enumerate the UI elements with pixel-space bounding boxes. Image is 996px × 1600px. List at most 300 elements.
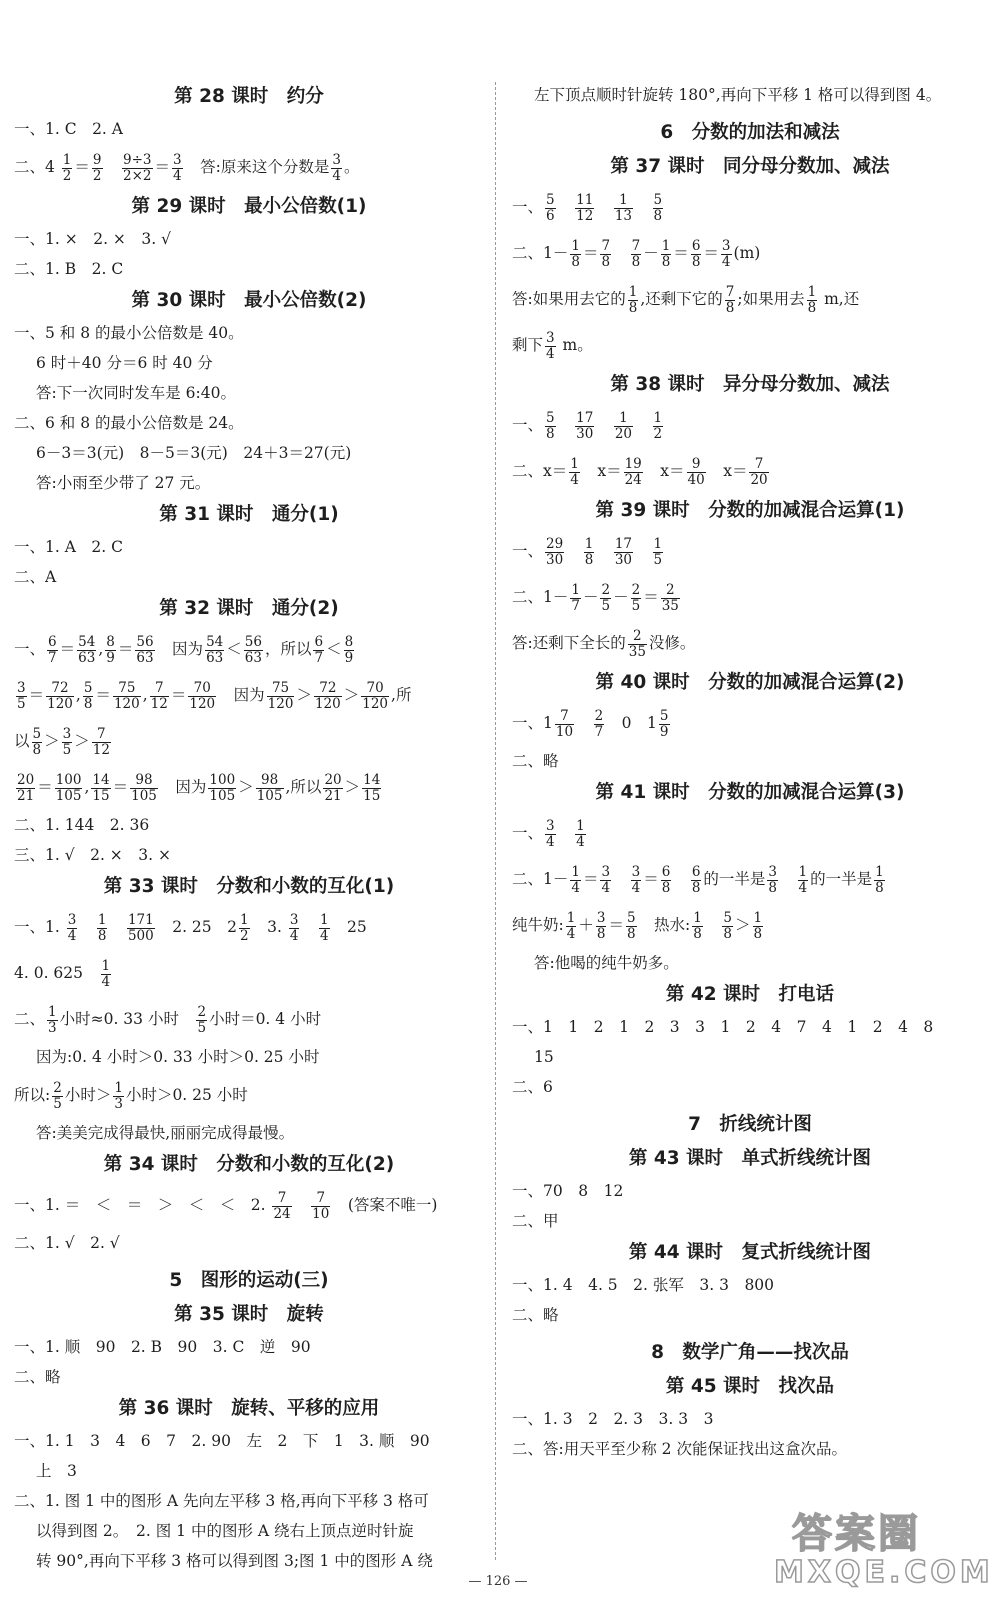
lesson-heading: 第 44 课时 复式折线统计图 bbox=[628, 1242, 872, 1263]
answer-text: 二、6 和 8 的最小公倍数是 24。 bbox=[14, 414, 244, 432]
answer-line bbox=[512, 80, 988, 110]
answer-line bbox=[14, 1182, 484, 1228]
fraction-numerator: 11 bbox=[576, 191, 594, 208]
answer-text: 一、1. 4 4. 5 2. 张军 3. 3 800 bbox=[512, 1276, 775, 1294]
fraction bbox=[92, 153, 103, 184]
fraction-numerator: 2 bbox=[197, 1003, 207, 1020]
answer-text: ,还剩下它的 bbox=[640, 290, 723, 308]
fraction-numerator: 72 bbox=[46, 681, 74, 697]
fraction-numerator: 1 bbox=[614, 193, 633, 209]
fraction bbox=[575, 193, 594, 224]
fraction-numerator: 3 bbox=[67, 911, 77, 928]
fraction-denominator: 8 bbox=[571, 253, 580, 270]
fraction bbox=[545, 411, 556, 442]
fraction-denominator: 8 bbox=[596, 925, 606, 942]
fraction-denominator: 4 bbox=[631, 879, 641, 896]
answer-line bbox=[14, 144, 484, 190]
fraction-numerator: 19 bbox=[624, 455, 642, 472]
answer-text: x＝ bbox=[644, 462, 685, 480]
fraction-numerator: 7 bbox=[749, 457, 768, 473]
fraction-numerator: 1 bbox=[875, 863, 884, 880]
answer-line bbox=[512, 902, 988, 948]
fraction-numerator: 14 bbox=[92, 771, 110, 788]
fraction-denominator: 105 bbox=[131, 787, 157, 804]
answer-text bbox=[301, 918, 317, 936]
fraction-denominator: 2×2 bbox=[123, 167, 152, 184]
fraction-numerator: 2 bbox=[661, 583, 680, 599]
answer-line bbox=[512, 856, 988, 902]
answer-text: 剩下 bbox=[512, 336, 544, 354]
answer-text: 答:原来这个分数是 bbox=[184, 158, 330, 176]
fraction bbox=[319, 913, 330, 944]
answer-line bbox=[14, 562, 484, 592]
fraction bbox=[600, 865, 611, 896]
answer-text: 二、答:用天平至少称 2 次能保证找出这盒次品。 bbox=[512, 1440, 847, 1458]
answer-line bbox=[14, 840, 484, 870]
fraction-numerator: 1 bbox=[319, 911, 329, 928]
answer-text: 二、4 bbox=[14, 158, 60, 176]
fraction bbox=[208, 773, 236, 804]
answer-line bbox=[14, 468, 484, 498]
fraction-denominator: 8 bbox=[691, 879, 701, 896]
fraction-denominator: 8 bbox=[653, 207, 663, 224]
fraction bbox=[314, 681, 342, 712]
answer-text: ＋ bbox=[578, 916, 594, 934]
answer-text: ＜ bbox=[326, 640, 342, 658]
fraction-numerator: 1 bbox=[571, 863, 580, 880]
fraction bbox=[624, 457, 643, 488]
fraction-denominator: 5 bbox=[17, 695, 26, 712]
answer-text: ＝ bbox=[59, 640, 76, 658]
fraction-numerator: 8 bbox=[344, 633, 354, 650]
fraction-numerator: 7 bbox=[272, 1191, 291, 1207]
fraction bbox=[92, 727, 111, 758]
answer-line bbox=[512, 620, 988, 666]
fraction bbox=[267, 681, 295, 712]
fraction-numerator: 9÷3 bbox=[123, 151, 152, 168]
answer-text: ＜ bbox=[226, 640, 242, 658]
fraction bbox=[600, 239, 611, 270]
fraction bbox=[691, 865, 702, 896]
fraction-numerator: 72 bbox=[314, 681, 342, 697]
fraction-numerator: 1 bbox=[693, 909, 702, 926]
fraction-numerator: 2 bbox=[628, 629, 647, 645]
answer-text: 二、A bbox=[14, 568, 57, 586]
answer-line bbox=[14, 1456, 484, 1486]
answer-text: ＝ bbox=[95, 686, 111, 704]
answer-line bbox=[14, 626, 484, 672]
fraction-numerator: 17 bbox=[576, 409, 594, 426]
fraction-numerator: 9 bbox=[92, 151, 102, 168]
fraction-denominator: 15 bbox=[92, 787, 110, 804]
fraction-numerator: 3 bbox=[768, 863, 778, 880]
fraction bbox=[661, 865, 672, 896]
answer-line bbox=[512, 1176, 988, 1206]
fraction-denominator: 8 bbox=[723, 925, 732, 942]
fraction-numerator: 14 bbox=[363, 771, 381, 788]
answer-text: ＞ bbox=[734, 916, 751, 934]
answer-text: ＝ bbox=[74, 158, 90, 176]
answer-text bbox=[596, 416, 612, 434]
lesson-heading: 第 42 课时 打电话 bbox=[665, 984, 835, 1005]
answer-text: ,所以 bbox=[285, 778, 322, 796]
fraction-numerator: 1 bbox=[614, 411, 633, 427]
fraction-numerator: 20 bbox=[324, 771, 342, 788]
answer-text: 二、 bbox=[14, 1010, 46, 1028]
answer-line bbox=[512, 528, 988, 574]
fraction-denominator: 8 bbox=[691, 253, 701, 270]
answer-line bbox=[14, 408, 484, 438]
fraction bbox=[570, 239, 581, 270]
answer-text: ＝ bbox=[154, 158, 171, 176]
fraction-denominator: 4 bbox=[721, 253, 731, 270]
fraction-numerator: 3 bbox=[721, 237, 731, 254]
fraction-denominator: 4 bbox=[798, 879, 808, 896]
fraction bbox=[361, 681, 389, 712]
fraction-numerator: 1 bbox=[240, 911, 249, 928]
fraction bbox=[653, 537, 664, 568]
fraction-denominator: 8 bbox=[631, 253, 641, 270]
answer-text: 答:美美完成得最快,丽丽完成得最慢。 bbox=[36, 1124, 295, 1142]
fraction-numerator: 5 bbox=[546, 191, 555, 208]
fraction-denominator: 35 bbox=[628, 643, 646, 660]
fraction bbox=[569, 457, 580, 488]
fraction-denominator: 2 bbox=[240, 927, 249, 944]
fraction-denominator: 12 bbox=[150, 695, 168, 712]
fraction-denominator: 8 bbox=[661, 879, 671, 896]
fraction-denominator: 105 bbox=[55, 787, 82, 804]
fraction bbox=[725, 285, 736, 316]
chapter-heading: 6 分数的加法和减法 bbox=[660, 122, 840, 143]
fraction bbox=[570, 583, 581, 614]
lesson-heading: 第 32 课时 通分(2) bbox=[159, 598, 339, 619]
fraction-denominator: 2 bbox=[92, 167, 102, 184]
answer-text: ＝ bbox=[28, 686, 45, 704]
answer-line bbox=[512, 1404, 988, 1434]
fraction-denominator: 8 bbox=[83, 695, 93, 712]
fraction bbox=[566, 911, 577, 942]
fraction-numerator: 3 bbox=[546, 817, 555, 834]
fraction-numerator: 2 bbox=[594, 707, 604, 724]
answer-text: 0 1 bbox=[606, 714, 657, 732]
lesson-heading: 第 36 课时 旋转、平移的应用 bbox=[118, 1398, 380, 1419]
lesson-heading: 第 35 课时 旋转 bbox=[174, 1304, 324, 1325]
fraction-denominator: 15 bbox=[363, 787, 381, 804]
fraction-denominator: 120 bbox=[362, 695, 389, 712]
fraction-denominator: 120 bbox=[267, 695, 294, 712]
answer-text: ＝ bbox=[608, 916, 624, 934]
fraction-denominator: 4 bbox=[319, 927, 329, 944]
fraction-denominator: 3 bbox=[114, 1095, 123, 1112]
fraction bbox=[614, 537, 633, 568]
answer-text: 纯牛奶: bbox=[512, 916, 564, 934]
lesson-heading: 第 45 课时 找次品 bbox=[665, 1376, 835, 1397]
answer-line bbox=[512, 448, 988, 494]
fraction-denominator: 12 bbox=[576, 207, 594, 224]
answer-line bbox=[512, 184, 988, 230]
answer-line bbox=[14, 438, 484, 468]
answer-text: 二、1. B 2. C bbox=[14, 260, 124, 278]
fraction-denominator: 6 bbox=[546, 207, 555, 224]
fraction-denominator: 8 bbox=[807, 299, 817, 316]
answer-text: 一、1. C 2. A bbox=[14, 120, 123, 138]
answer-text: 一、 bbox=[512, 542, 544, 560]
fraction bbox=[570, 865, 581, 896]
lesson-heading: 第 43 课时 单式折线统计图 bbox=[628, 1148, 872, 1169]
answer-text bbox=[558, 824, 574, 842]
fraction-numerator: 9 bbox=[687, 457, 706, 473]
answer-text: 二、1. 144 2. 36 bbox=[14, 816, 150, 834]
answer-text: ,所 bbox=[391, 686, 412, 704]
answer-line bbox=[14, 1332, 484, 1362]
fraction-denominator: 5 bbox=[653, 551, 663, 568]
fraction bbox=[807, 285, 818, 316]
answer-line bbox=[512, 1042, 988, 1072]
fraction-denominator: 8 bbox=[97, 927, 107, 944]
answer-line bbox=[14, 718, 484, 764]
fraction bbox=[83, 681, 94, 712]
column-divider bbox=[495, 82, 496, 1560]
fraction-denominator: 8 bbox=[661, 253, 671, 270]
answer-text: (m) bbox=[733, 244, 761, 262]
fraction-numerator: 20 bbox=[17, 771, 35, 788]
fraction-numerator: 5 bbox=[32, 725, 42, 742]
answer-text: ＝ bbox=[170, 686, 187, 704]
fraction bbox=[344, 635, 355, 666]
fraction-numerator: 98 bbox=[130, 773, 158, 789]
fraction-numerator: 5 bbox=[626, 909, 636, 926]
answer-text: (答案不唯一) bbox=[332, 1196, 438, 1214]
fraction-numerator: 8 bbox=[106, 633, 115, 650]
answer-text: 二、1－ bbox=[512, 588, 569, 606]
answer-line bbox=[512, 948, 988, 978]
answer-text: 热水: bbox=[638, 916, 691, 934]
fraction-denominator: 120 bbox=[314, 695, 341, 712]
answer-text bbox=[596, 198, 612, 216]
answer-text: ＞ bbox=[344, 778, 361, 796]
fraction-numerator: 1 bbox=[571, 581, 580, 598]
fraction-denominator: 63 bbox=[136, 649, 154, 666]
fraction-numerator: 2 bbox=[53, 1079, 62, 1096]
fraction bbox=[575, 819, 586, 850]
answer-line bbox=[512, 700, 988, 746]
lesson-heading: 第 37 课时 同分母分数加、减法 bbox=[610, 156, 890, 177]
answer-text: 答:他喝的纯牛奶多。 bbox=[534, 954, 679, 972]
answer-line bbox=[14, 904, 484, 950]
fraction-numerator: 3 bbox=[546, 329, 555, 346]
answer-line bbox=[14, 1426, 484, 1456]
answer-line bbox=[512, 1434, 988, 1464]
lesson-heading: 第 33 课时 分数和小数的互化(1) bbox=[103, 876, 395, 897]
fraction bbox=[135, 635, 154, 666]
fraction bbox=[614, 411, 633, 442]
answer-text: ＝ bbox=[37, 778, 53, 796]
answer-text: 因为 bbox=[218, 686, 265, 704]
answer-text: 的一半是 bbox=[810, 870, 873, 888]
watermark-logo bbox=[774, 1502, 994, 1594]
answer-text: ;如果用去 bbox=[737, 290, 805, 308]
answer-text bbox=[705, 916, 721, 934]
answer-text: 二、1. 图 1 中的图形 A 先向左平移 3 格,再向下平移 3 格可 bbox=[14, 1492, 429, 1510]
fraction-numerator: 1 bbox=[628, 283, 638, 300]
answer-text bbox=[109, 918, 125, 936]
answer-line bbox=[512, 1206, 988, 1236]
chapter-heading: 7 折线统计图 bbox=[688, 1114, 812, 1135]
answer-text: 2. 25 2 bbox=[156, 918, 238, 936]
answer-text: 一、1 1 2 1 2 3 3 1 2 4 7 4 1 2 4 8 bbox=[512, 1018, 934, 1036]
fraction-numerator: 2 bbox=[601, 581, 611, 598]
right-column bbox=[512, 80, 988, 1464]
fraction-numerator: 171 bbox=[127, 911, 154, 928]
fraction-denominator: 5 bbox=[53, 1095, 62, 1112]
answer-text: 以得到图 2。 2. 图 1 中的图形 A 绕右上顶点逆时针旋 bbox=[36, 1522, 414, 1540]
fraction bbox=[62, 153, 73, 184]
answer-text: 二、略 bbox=[14, 1368, 61, 1386]
answer-line bbox=[512, 1072, 988, 1102]
fraction-denominator: 4 bbox=[546, 833, 555, 850]
fraction-denominator: 500 bbox=[127, 927, 154, 944]
fraction-denominator: 8 bbox=[875, 879, 884, 896]
fraction-numerator: 1 bbox=[584, 535, 594, 552]
fraction-numerator: 3 bbox=[332, 151, 341, 168]
fraction-numerator: 7 bbox=[92, 727, 111, 743]
answer-text: 小时＞ bbox=[64, 1086, 112, 1104]
answer-text: 一、1. A 2. C bbox=[14, 538, 123, 556]
fraction-denominator: 105 bbox=[256, 787, 283, 804]
fraction bbox=[721, 239, 732, 270]
answer-line bbox=[512, 810, 988, 856]
answer-line bbox=[512, 574, 988, 620]
fraction bbox=[256, 773, 284, 804]
answer-text: 二、1－ bbox=[512, 870, 569, 888]
fraction-denominator: 10 bbox=[555, 723, 574, 740]
answer-text: x＝ bbox=[707, 462, 748, 480]
fraction-numerator: 1 bbox=[114, 1079, 123, 1096]
fraction bbox=[55, 773, 83, 804]
fraction bbox=[47, 1005, 58, 1036]
fraction-denominator: 30 bbox=[576, 425, 594, 442]
answer-text bbox=[613, 870, 629, 888]
fraction-denominator: 8 bbox=[584, 551, 594, 568]
fraction bbox=[16, 681, 27, 712]
answer-text: ＝ bbox=[643, 588, 659, 606]
fraction bbox=[97, 913, 108, 944]
answer-text bbox=[576, 714, 592, 732]
answer-line bbox=[14, 996, 484, 1042]
fraction-numerator: 56 bbox=[136, 633, 154, 650]
fraction-denominator: 13 bbox=[614, 207, 633, 224]
answer-line bbox=[14, 764, 484, 810]
answer-line bbox=[14, 672, 484, 718]
fraction-numerator: 7 bbox=[631, 237, 641, 254]
answer-text: 一、1. 1 3 4 6 7 2. 90 左 2 下 1 3. 顺 90 bbox=[14, 1432, 430, 1450]
fraction-numerator: 98 bbox=[256, 773, 284, 789]
fraction-numerator: 7 bbox=[150, 681, 169, 697]
fraction-numerator: 7 bbox=[311, 1191, 330, 1207]
fraction bbox=[91, 773, 110, 804]
fraction-numerator: 1 bbox=[566, 909, 576, 926]
answer-line bbox=[14, 1042, 484, 1072]
fraction-numerator: 3 bbox=[173, 151, 182, 168]
fraction-numerator: 1 bbox=[753, 909, 763, 926]
answer-line bbox=[512, 402, 988, 448]
fraction-denominator: 20 bbox=[614, 425, 633, 442]
fraction bbox=[600, 583, 611, 614]
answer-text: ＝ bbox=[643, 870, 659, 888]
answer-line bbox=[14, 318, 484, 348]
answer-line bbox=[512, 1012, 988, 1042]
answer-text: 一、1. 顺 90 2. B 90 3. C 逆 90 bbox=[14, 1338, 311, 1356]
answer-line bbox=[14, 348, 484, 378]
answer-text: ＞ bbox=[44, 732, 60, 750]
answer-text: 一、5 和 8 的最小公倍数是 40。 bbox=[14, 324, 244, 342]
fraction-numerator: 1 bbox=[101, 957, 111, 974]
fraction-denominator: 9 bbox=[344, 649, 354, 666]
fraction bbox=[628, 285, 639, 316]
answer-text bbox=[596, 542, 612, 560]
answer-text: 3. bbox=[251, 918, 287, 936]
fraction-denominator: 4 bbox=[332, 167, 341, 184]
answer-line bbox=[14, 1118, 484, 1148]
answer-text: 二、甲 bbox=[512, 1212, 559, 1230]
fraction-numerator: 1 bbox=[97, 911, 107, 928]
fraction bbox=[150, 681, 169, 712]
fraction-denominator: 120 bbox=[47, 695, 73, 712]
fraction bbox=[113, 1081, 124, 1112]
answer-text bbox=[558, 416, 574, 434]
answer-text: 一、1. bbox=[14, 918, 65, 936]
chapter-heading: 5 图形的运动(三) bbox=[169, 1270, 329, 1291]
answer-text bbox=[673, 870, 689, 888]
answer-text: 答:下一次同时发车是 6:40。 bbox=[36, 384, 236, 402]
answer-text: ＝ bbox=[582, 244, 599, 262]
lesson-heading: 第 40 课时 分数的加减混合运算(2) bbox=[595, 672, 905, 693]
answer-line bbox=[14, 378, 484, 408]
answer-line bbox=[14, 1546, 484, 1576]
fraction bbox=[16, 773, 35, 804]
fraction-numerator: 1 bbox=[807, 283, 817, 300]
fraction bbox=[289, 913, 300, 944]
answer-text: ＞ bbox=[296, 686, 312, 704]
fraction-numerator: 1 bbox=[570, 455, 579, 472]
lesson-heading: 第 31 课时 通分(1) bbox=[159, 504, 339, 525]
fraction bbox=[584, 537, 595, 568]
fraction bbox=[614, 193, 633, 224]
fraction-denominator: 30 bbox=[546, 551, 564, 568]
answer-text: 因为 bbox=[156, 640, 204, 658]
fraction-denominator: 8 bbox=[693, 925, 702, 942]
fraction-numerator: 3 bbox=[289, 911, 299, 928]
fraction bbox=[631, 239, 642, 270]
answer-text: , bbox=[84, 778, 90, 796]
answer-text bbox=[635, 198, 651, 216]
fraction bbox=[653, 193, 664, 224]
answer-text: 二、略 bbox=[512, 1306, 559, 1324]
fraction-numerator: 6 bbox=[691, 237, 701, 254]
fraction-denominator: 4 bbox=[546, 345, 555, 362]
fraction-denominator: 4 bbox=[571, 879, 580, 896]
answer-text: ＝ bbox=[703, 244, 719, 262]
fraction-numerator: 6 bbox=[661, 863, 671, 880]
answer-text: 上 3 bbox=[36, 1462, 77, 1480]
answer-text bbox=[558, 198, 574, 216]
answer-line bbox=[512, 746, 988, 776]
fraction-numerator: 5 bbox=[659, 707, 669, 724]
answer-line bbox=[14, 1486, 484, 1516]
fraction bbox=[105, 635, 116, 666]
fraction bbox=[362, 773, 381, 804]
answer-text: － bbox=[643, 244, 659, 262]
